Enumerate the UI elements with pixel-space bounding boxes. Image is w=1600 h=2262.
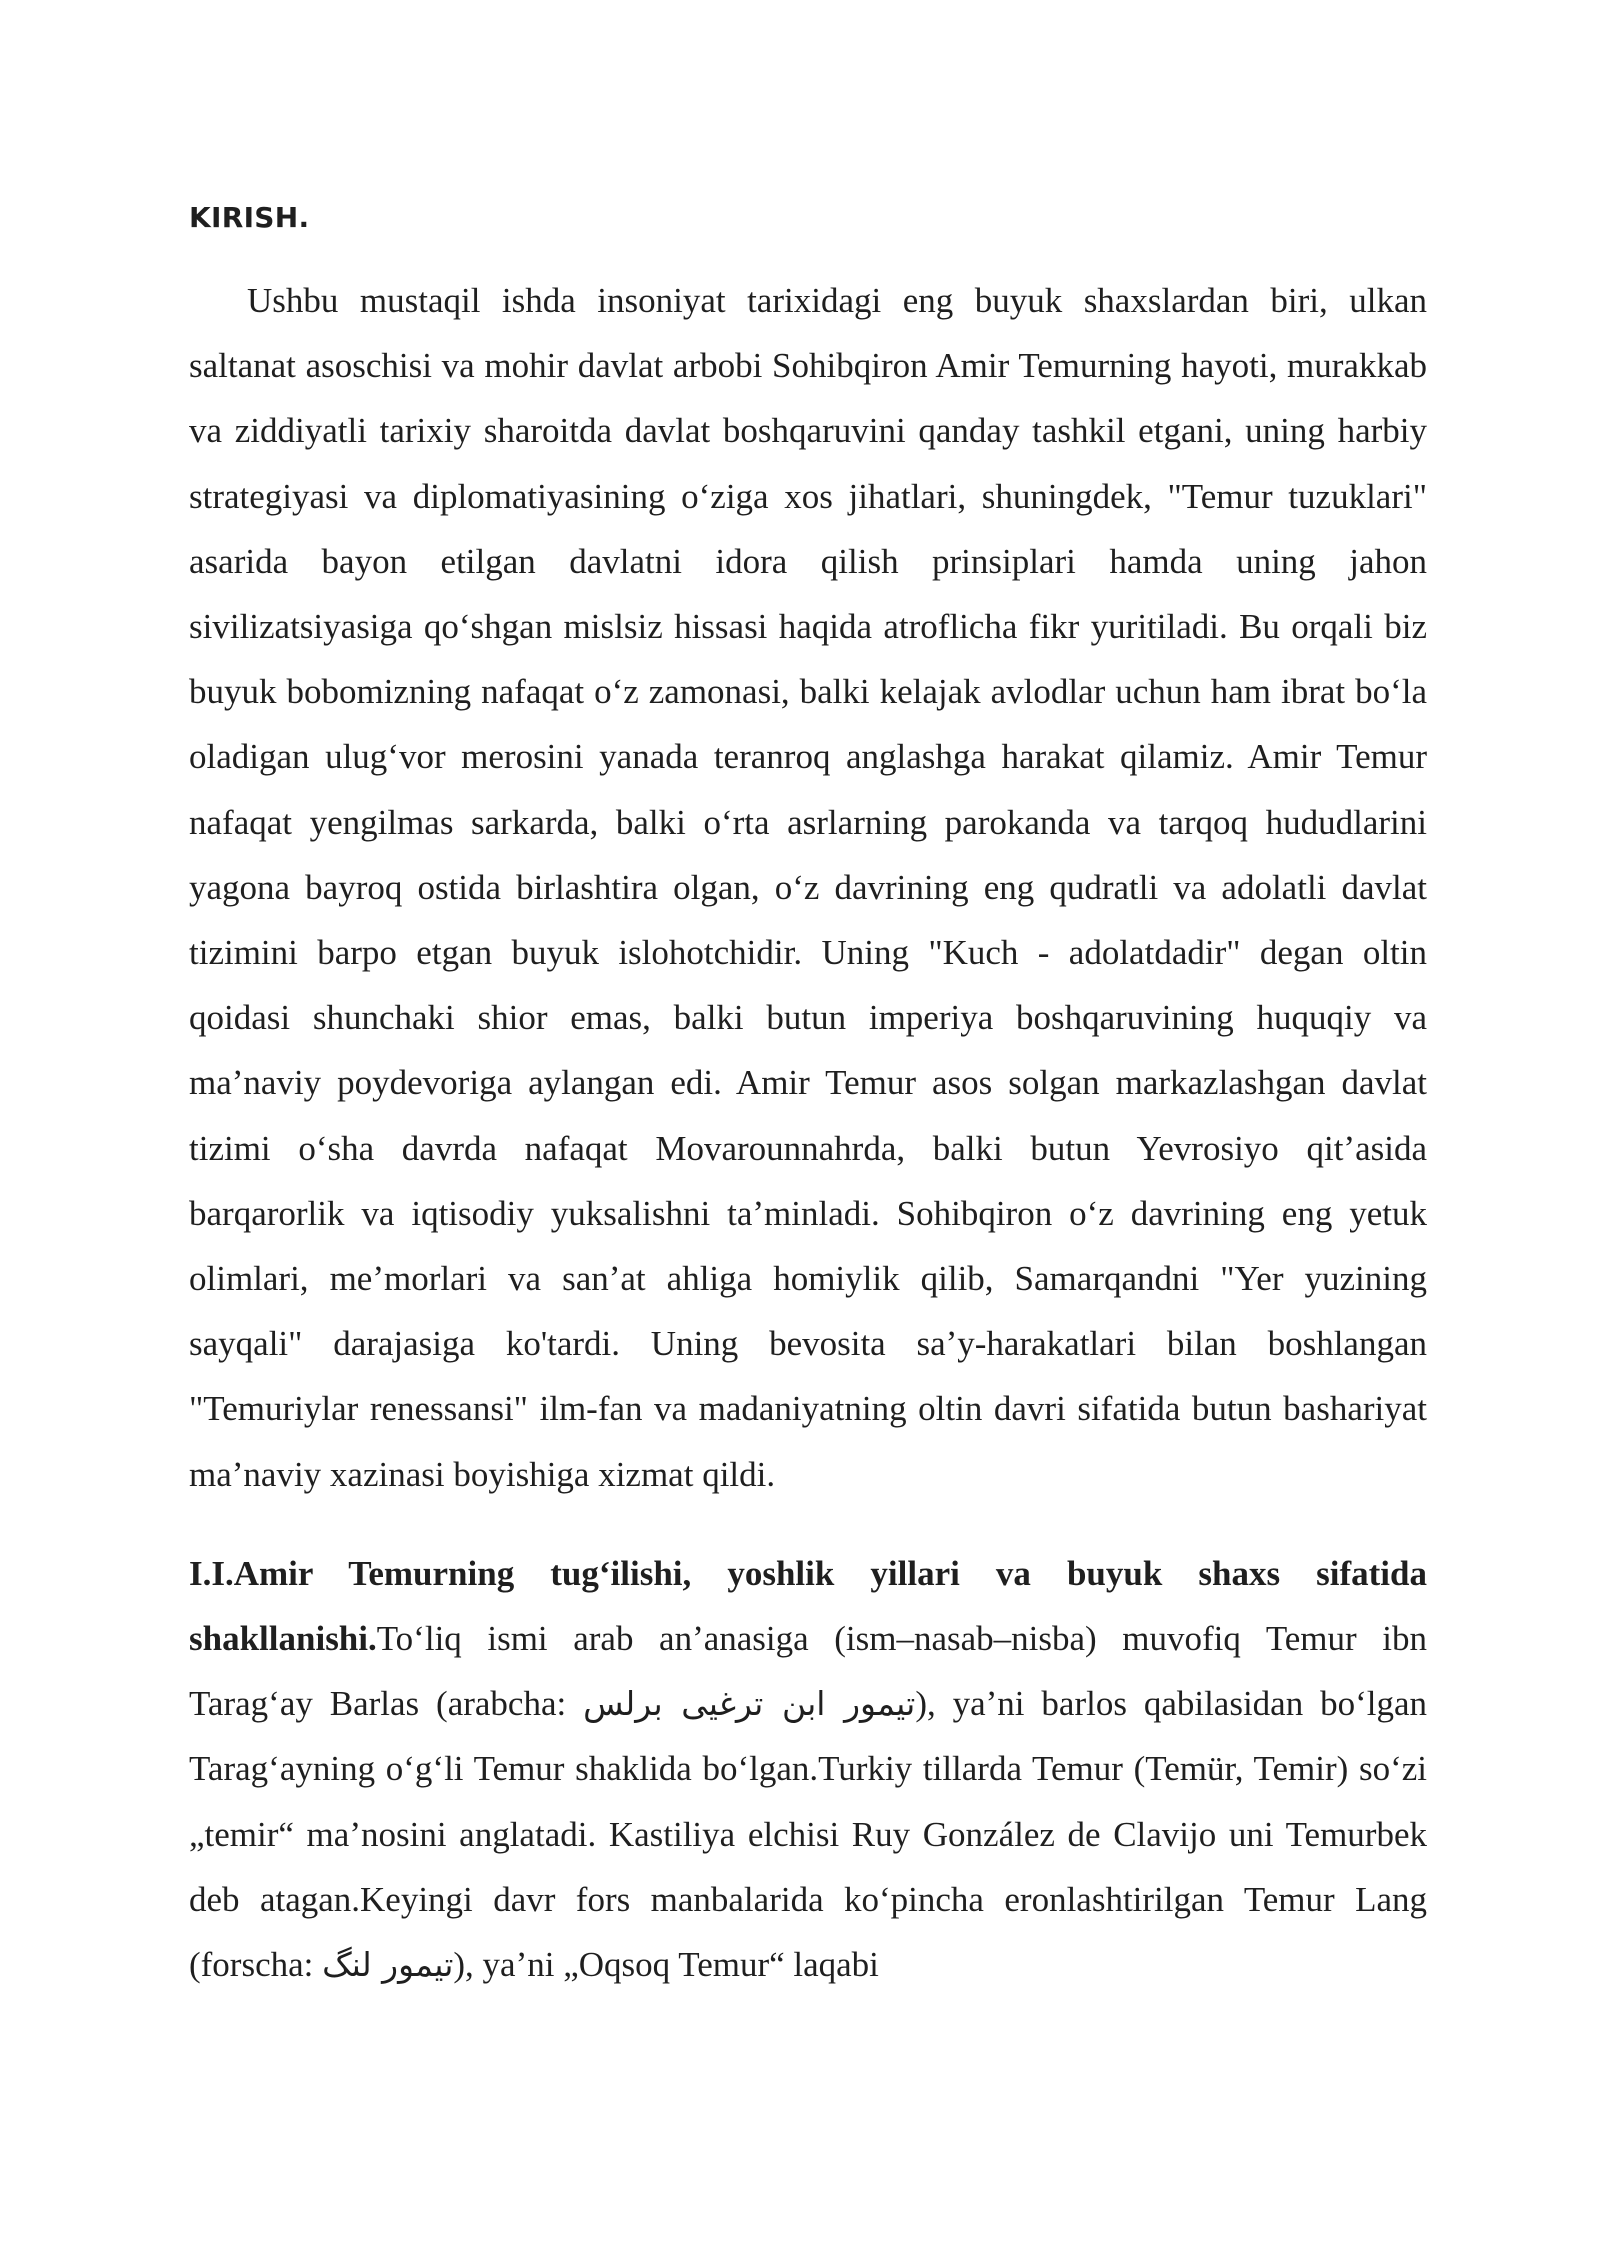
- section-paragraph: [189, 1541, 1427, 1997]
- section-text-part-1: Toʻliq ismi arab anʼanasiga (ism–nasab–nisba) muvofiq Temur ibn Taragʻay Barlas (arabcha:: [189, 1619, 1427, 1724]
- intro-paragraph: Ushbu mustaqil ishda insoniyat tarixidagi eng buyuk shaxslardan biri, ulkan saltanat asoschisi va mohir davlat arbobi Sohibqiron Amir Temurning hayoti, murakkab va ziddiyatli tarixiy sharoitda davlat boshqaruvini qanday tashkil etgani, uning harbiy strategiyasi va diplomatiyasining oʻziga xos jihatlari, shuningdek, "Temur tuzuklari" asarida bayon etilgan davlatni idora qilish prinsiplari hamda uning jahon sivilizatsiyasiga qoʻshgan mislsiz hissasi haqida atroflicha fikr yuritiladi. Bu orqali biz buyuk bobomizning nafaqat oʻz zamonasi, balki kelajak avlodlar uchun ham ibrat boʻla oladigan ulugʻvor merosini yanada teranroq anglashga harakat qilamiz. Amir Temur nafaqat yengilmas sarkarda, balki oʻrta asrlarning parokanda va tarqoq hududlarini yagona bayroq ostida birlashtira olgan, oʻz davrining eng qudratli va adolatli davlat tizimini barpo etgan buyuk islohotchidir. Uning "Kuch - adolatdadir" degan oltin qoidasi shunchaki shior emas, balki butun imperiya boshqaruvining huquqiy va maʼnaviy poydevoriga aylangan edi. Amir Temur asos solgan markazlashgan davlat tizimi oʻsha davrda nafaqat Movarounnahrda, balki butun Yevrosiyo qitʼasida barqarorlik va iqtisodiy yuksalishni taʼminladi. Sohibqiron oʻz davrining eng yetuk olimlari, meʼmorlari va sanʼat ahliga homiylik qilib, Samarqandni "Yer yuzining sayqali" darajasiga ko'tardi. Uning bevosita saʼy-harakatlari bilan boshlangan "Temuriylar renessansi" ilm-fan va madaniyatning oltin davri sifatida butun bashariyat maʼnaviy xazinasi boyishiga xizmat qildi.: [189, 281, 1427, 1494]
- document-page: [189, 190, 1427, 1997]
- page-heading: KIRISH.: [189, 201, 310, 234]
- arabic-name: تيمور ابن ترغيى برلس: [583, 1684, 916, 1724]
- section-title: I.I.Amir Temurning tugʻilishi, yoshlik yillari va buyuk shaxs sifatida shakllanishi.: [189, 1553, 1427, 1659]
- section-text-part-3: ), yaʼni „Oqsoq Temur“ laqabi: [453, 1945, 879, 1985]
- section-text-part-2: ), yaʼni barlos qabilasidan boʻlgan Taragʻayning oʻgʻli Temur shaklida boʻlgan.Turkiy tillarda Temur (Temür, Temir) soʻzi „temir“ maʼnosini anglatadi. Kastiliya elchisi Ruy González de Clavijo uni Temurbek deb atagan.Keyingi davr fors manbalarida koʻpincha eronlashtirilgan Temur Lang (forscha:: [189, 1684, 1428, 1985]
- persian-name: تيمور لنگ: [322, 1945, 454, 1985]
